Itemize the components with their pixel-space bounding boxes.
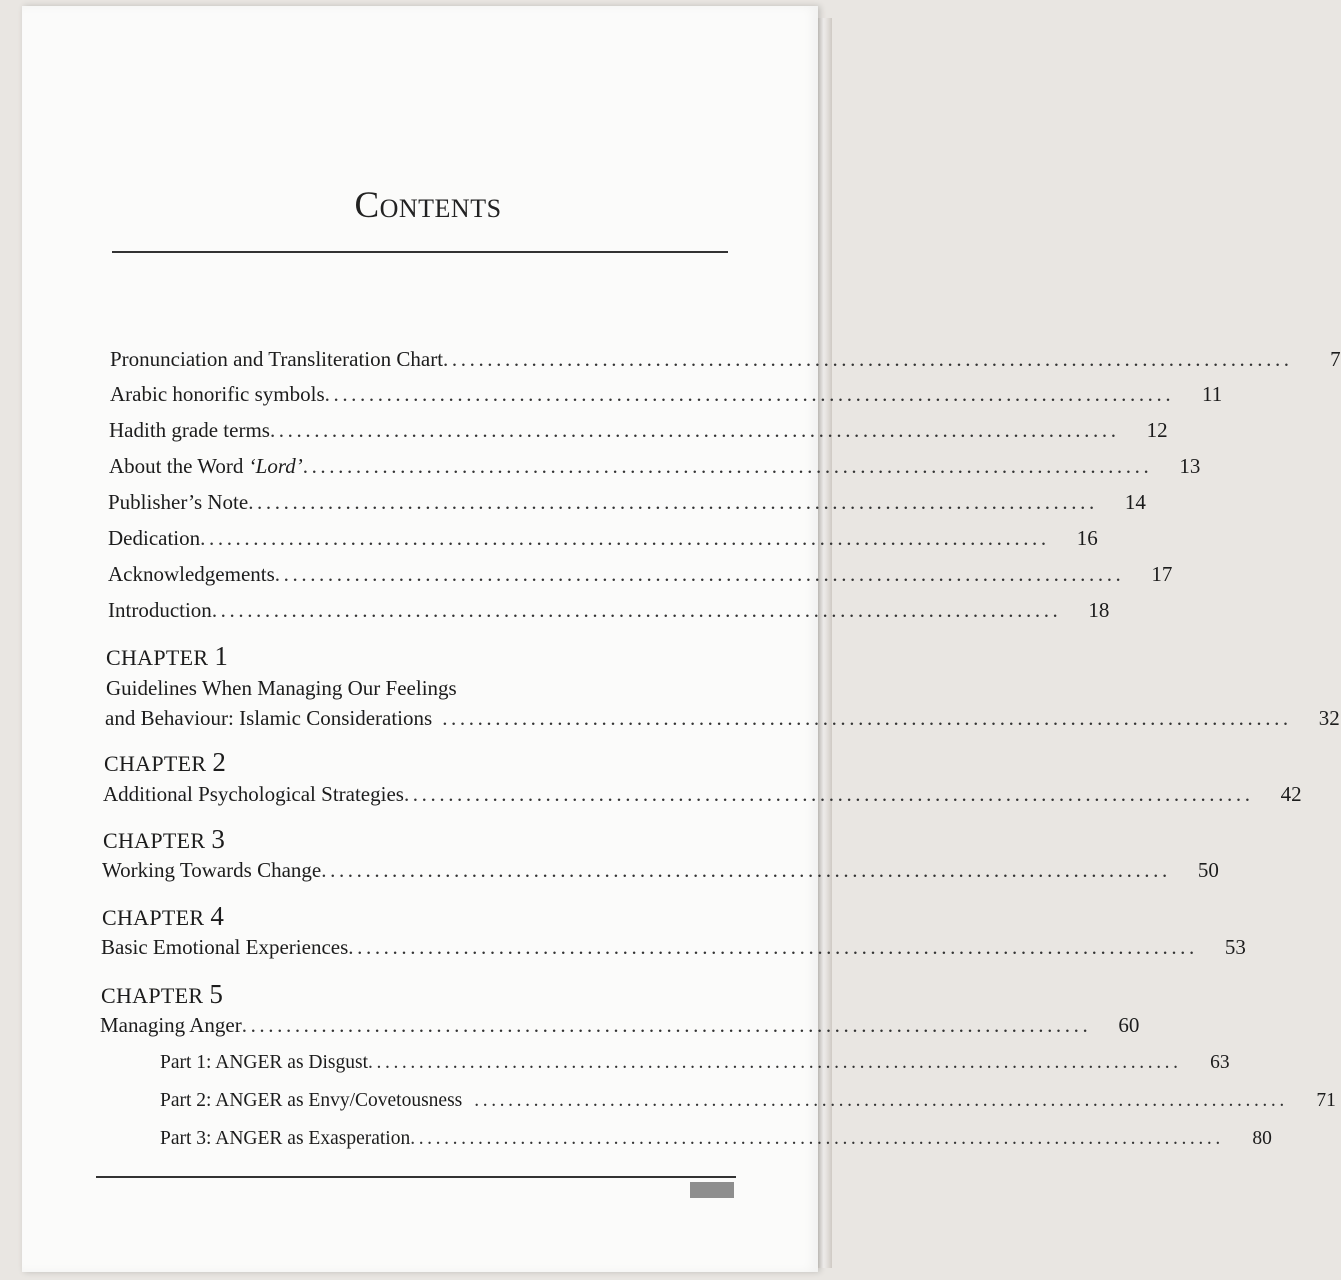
toc-entry-label: Part 1: ANGER as Disgust	[160, 1052, 369, 1073]
toc-entry-introduction	[108, 598, 1110, 623]
chapter-heading-1	[106, 641, 228, 672]
toc-entry-label: Acknowledgements	[108, 562, 275, 586]
toc-entry-chapter-1	[105, 706, 1340, 731]
toc-entry-label: and Behaviour: Islamic Considerations	[105, 706, 433, 730]
folio-marker	[690, 1182, 734, 1198]
toc-entry-page: 80	[1252, 1128, 1272, 1149]
leader-dots: ................................................................................................	[211, 598, 1062, 622]
toc-entry-page: 13	[1179, 454, 1201, 478]
toc-entry-page: 17	[1151, 562, 1173, 586]
toc-entry-label	[109, 454, 303, 479]
toc-entry-label: Basic Emotional Experiences	[101, 935, 349, 959]
toc-entry-honorific	[110, 382, 1223, 407]
leader-dots: ................................................................................................	[348, 935, 1198, 959]
leader-dots: ................................................................................................	[368, 1052, 1182, 1073]
toc-entry-lord	[109, 454, 1201, 479]
toc-entry-label: Working Towards Change	[102, 858, 322, 882]
toc-entry-publishers-note	[108, 490, 1146, 515]
chapter-number: 3	[211, 824, 226, 854]
toc-entry-page: 14	[1124, 490, 1146, 514]
chapter-number: 5	[209, 979, 224, 1009]
page-title: Contents	[354, 185, 502, 226]
chapter-1-title-line-1: Guidelines When Managing Our Feelings	[106, 676, 457, 700]
toc-entry-page: 12	[1146, 418, 1168, 442]
toc-entry-label: Dedication	[108, 526, 201, 550]
toc-entry-label: Hadith grade terms	[109, 418, 270, 442]
toc-entry-label: Publisher’s Note	[108, 490, 249, 514]
toc-entry-page: 63	[1210, 1052, 1230, 1073]
toc-entry-pronunciation	[110, 347, 1341, 372]
toc-entry-page: 18	[1088, 598, 1110, 622]
chapter-heading-2	[104, 747, 226, 778]
leader-dots: ................................................................................................	[403, 782, 1254, 806]
chapter-heading-5	[101, 979, 223, 1010]
toc-entry-page: 16	[1076, 526, 1098, 550]
leader-dots: ................................................................................................	[474, 1090, 1288, 1111]
chapter-number: 2	[212, 747, 227, 777]
toc-entry-page: 71	[1316, 1090, 1336, 1111]
toc-entry-chapter-4	[101, 935, 1246, 960]
leader-dots: ................................................................................................	[442, 706, 1292, 730]
toc-entry-chapter-3	[102, 858, 1219, 883]
leader-dots: ................................................................................................	[321, 858, 1171, 882]
leader-dots: ................................................................................................	[248, 490, 1098, 514]
toc-entry-label: Part 2: ANGER as Envy/Covetousness	[160, 1090, 463, 1111]
toc-entry-hadith	[109, 418, 1168, 443]
toc-entry-part-1	[160, 1052, 1230, 1074]
chapter-heading-4	[102, 901, 224, 932]
toc-entry-page: 7	[1330, 347, 1341, 371]
toc-entry-label: Pronunciation and Transliteration Chart	[110, 347, 444, 371]
toc-entry-page: 53	[1224, 935, 1246, 959]
toc-entry-dedication	[108, 526, 1098, 551]
chapter-number: 1	[214, 641, 229, 671]
toc-entry-label: Arabic honorific symbols	[110, 382, 325, 406]
toc-entry-label: Additional Psychological Strategies	[103, 782, 404, 806]
toc-entry-page: 60	[1118, 1013, 1140, 1037]
toc-entry-chapter-5	[100, 1013, 1140, 1038]
leader-dots: ................................................................................................	[324, 382, 1175, 406]
label-italic: ‘Lord’	[248, 454, 303, 478]
chapter-number: 4	[210, 901, 225, 931]
chapter-word: CHAPTER	[102, 905, 205, 930]
chapter-word: CHAPTER	[106, 645, 209, 670]
leader-dots: ................................................................................................	[241, 1013, 1092, 1037]
chapter-heading-3	[103, 824, 225, 855]
toc-entry-part-3	[160, 1128, 1272, 1150]
chapter-word: CHAPTER	[103, 828, 206, 853]
toc-entry-label: Introduction	[108, 598, 212, 622]
toc-entry-part-2	[160, 1090, 1336, 1112]
toc-entry-page: 42	[1280, 782, 1302, 806]
toc-entry-label: Part 3: ANGER as Exasperation	[160, 1128, 411, 1149]
leader-dots: ................................................................................................	[410, 1128, 1224, 1149]
toc-entry-page: 50	[1197, 858, 1219, 882]
leader-dots: ................................................................................................	[443, 347, 1293, 371]
chapter-word: CHAPTER	[104, 751, 207, 776]
top-rule	[112, 251, 728, 253]
toc-entry-page: 32	[1318, 706, 1340, 730]
toc-entry-page: 11	[1202, 382, 1223, 406]
toc-entry-chapter-2	[103, 782, 1302, 807]
label-text: About the Word	[109, 454, 249, 478]
chapter-word: CHAPTER	[101, 983, 204, 1008]
toc-entry-label: Managing Anger	[100, 1013, 242, 1037]
leader-dots: ................................................................................................	[302, 454, 1153, 478]
leader-dots: ................................................................................................	[200, 526, 1050, 550]
bottom-rule	[96, 1176, 736, 1178]
toc-entry-acknowledgements	[108, 562, 1173, 587]
leader-dots: ................................................................................................	[269, 418, 1120, 442]
leader-dots: ................................................................................................	[274, 562, 1125, 586]
